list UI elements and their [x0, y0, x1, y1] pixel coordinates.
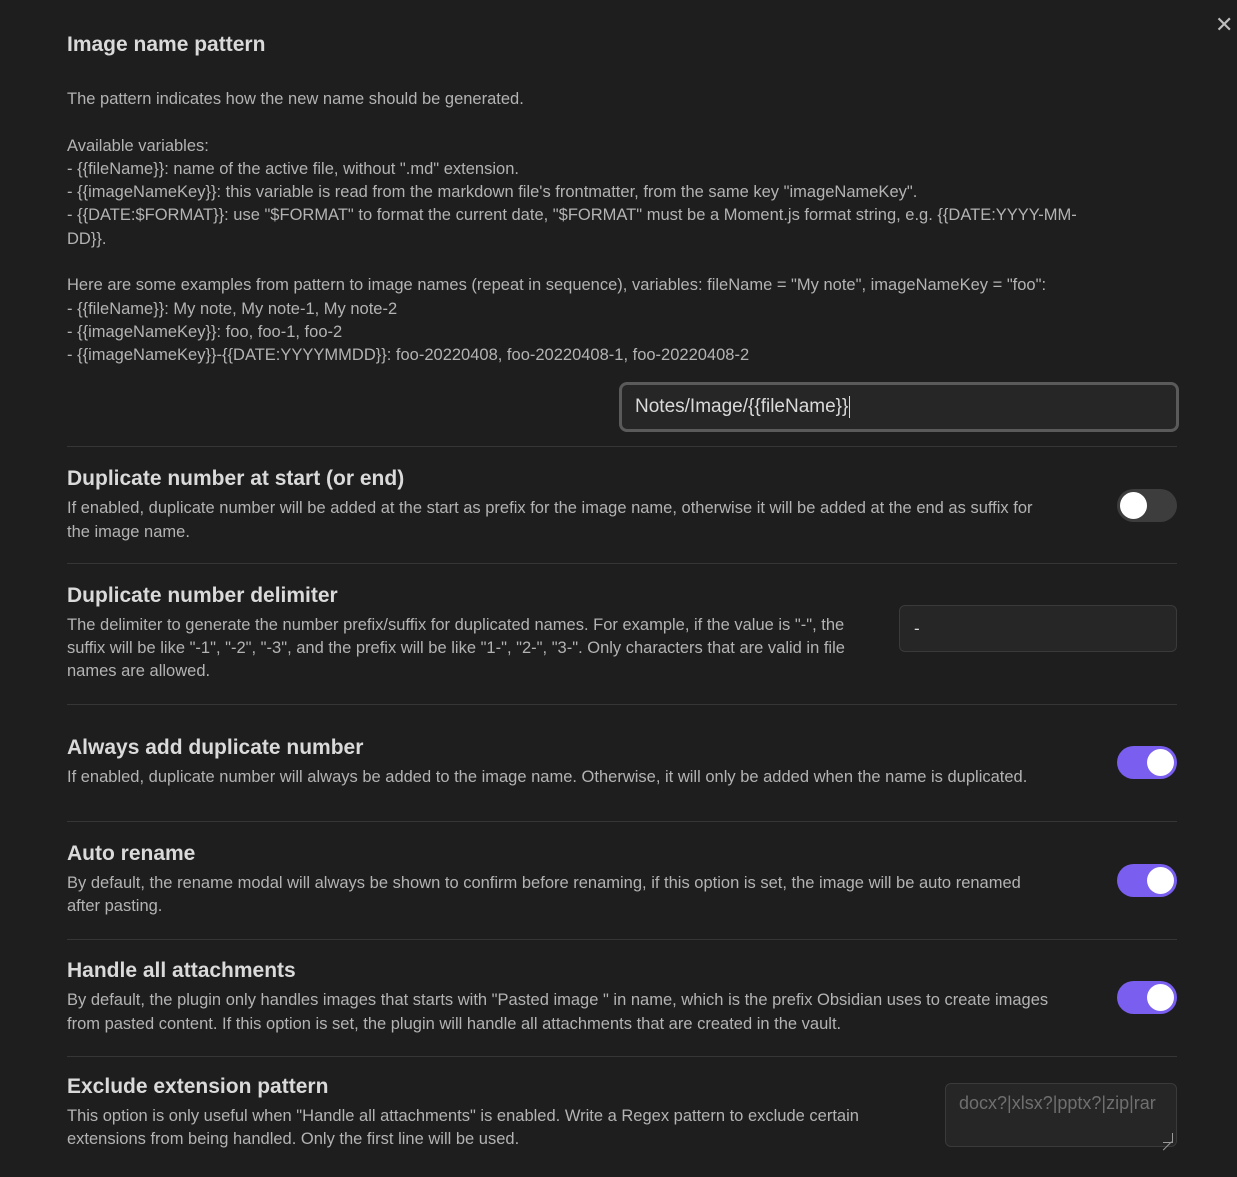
desc-line: DD}}.	[67, 229, 107, 248]
setting-image-name-pattern	[67, 0, 1177, 447]
input-value: Notes/Image/{{fileName}}	[635, 395, 849, 417]
desc-line	[67, 111, 1177, 134]
settings-panel	[67, 0, 1177, 1177]
toggle-knob	[1147, 984, 1174, 1011]
image-name-pattern-input[interactable]	[619, 382, 1179, 432]
setting-info	[67, 467, 1117, 544]
setting-description: By default, the rename modal will always be shown to confirm before renaming, if this option is set, the image will be auto renamed after pasting.	[67, 873, 1021, 916]
setting-exclude-extension	[67, 1057, 1177, 1177]
setting-title: Duplicate number at start (or end)	[67, 467, 405, 491]
setting-description: The delimiter to generate the number prefix/suffix for duplicated names. For example, if the value is "-", the suffix will be like "-1", "-2", "-3", and the prefix will be like "1-", "2-", "3-". Only characters that are valid in file names are allowed.	[67, 615, 845, 681]
close-icon[interactable]: ✕	[1215, 12, 1234, 37]
setting-title: Handle all attachments	[67, 959, 296, 983]
desc-line	[67, 251, 1177, 274]
text-caret	[849, 396, 850, 418]
setting-description: If enabled, duplicate number will always be added to the image name. Otherwise, it will only be added when the name is duplicated.	[67, 767, 1028, 786]
duplicate-delimiter-input[interactable]: -	[899, 605, 1177, 652]
setting-duplicate-delimiter	[67, 564, 1177, 705]
desc-line: - {{fileName}}: My note, My note-1, My note-2	[67, 299, 398, 318]
desc-line: - {{DATE:$FORMAT}}: use "$FORMAT" to format the current date, "$FORMAT" must be a Moment.js format string, e.g. {{DATE:YYYY-MM-	[67, 206, 1077, 225]
setting-title: Duplicate number delimiter	[67, 583, 338, 607]
setting-description: By default, the plugin only handles images that starts with "Pasted image " in name, which is the prefix Obsidian uses to create images from pasted content. If this option is set, the plugin will handle all attachments that are created in the vault.	[67, 991, 1049, 1033]
setting-info	[67, 584, 899, 684]
setting-title: Image name pattern	[67, 33, 266, 56]
setting-auto-rename	[67, 822, 1177, 940]
handle-all-attachments-toggle[interactable]	[1117, 981, 1177, 1014]
setting-description: If enabled, duplicate number will be added at the start as prefix for the image name, otherwise it will be added at the end as suffix for the image name.	[67, 499, 1033, 541]
desc-line: - {{imageNameKey}}-{{DATE:YYYYMMDD}}: foo-20220408, foo-20220408-1, foo-20220408-2	[67, 346, 750, 365]
setting-description	[67, 88, 1177, 368]
setting-info	[67, 736, 1117, 789]
toggle-knob	[1147, 867, 1174, 894]
duplicate-at-start-toggle[interactable]	[1117, 489, 1177, 522]
control-row	[67, 382, 1177, 447]
desc-line: - {{imageNameKey}}: this variable is read from the markdown file's frontmatter, from the same key "imageNameKey".	[67, 183, 918, 202]
desc-line: Available variables:	[67, 136, 209, 155]
exclude-extension-textarea[interactable]	[945, 1083, 1177, 1147]
toggle-knob	[1120, 492, 1147, 519]
setting-handle-all-attachments	[67, 940, 1177, 1057]
setting-always-add-duplicate	[67, 705, 1177, 822]
textarea-placeholder: docx?|xlsx?|pptx?|zip|rar	[959, 1092, 1156, 1113]
setting-title: Always add duplicate number	[67, 735, 364, 759]
setting-info	[67, 842, 1117, 919]
desc-line: Here are some examples from pattern to image names (repeat in sequence), variables: fileName = "My note", imageNameKey = "foo":	[67, 276, 1047, 295]
setting-title: Auto rename	[67, 841, 196, 865]
desc-line: The pattern indicates how the new name should be generated.	[67, 90, 524, 108]
always-add-duplicate-toggle[interactable]	[1117, 746, 1177, 779]
resize-handle-icon[interactable]	[1163, 1133, 1173, 1143]
setting-description: This option is only useful when "Handle all attachments" is enabled. Write a Regex pattern to exclude certain extensions from being handled. Only the first line will be used.	[67, 1106, 859, 1148]
toggle-knob	[1147, 749, 1174, 776]
setting-title: Exclude extension pattern	[67, 1074, 329, 1098]
setting-info	[67, 1075, 945, 1152]
desc-line: - {{imageNameKey}}: foo, foo-1, foo-2	[67, 322, 343, 341]
setting-info	[67, 959, 1117, 1036]
auto-rename-toggle[interactable]	[1117, 864, 1177, 897]
desc-line: - {{fileName}}: name of the active file, without ".md" extension.	[67, 159, 519, 178]
setting-duplicate-at-start	[67, 447, 1177, 564]
